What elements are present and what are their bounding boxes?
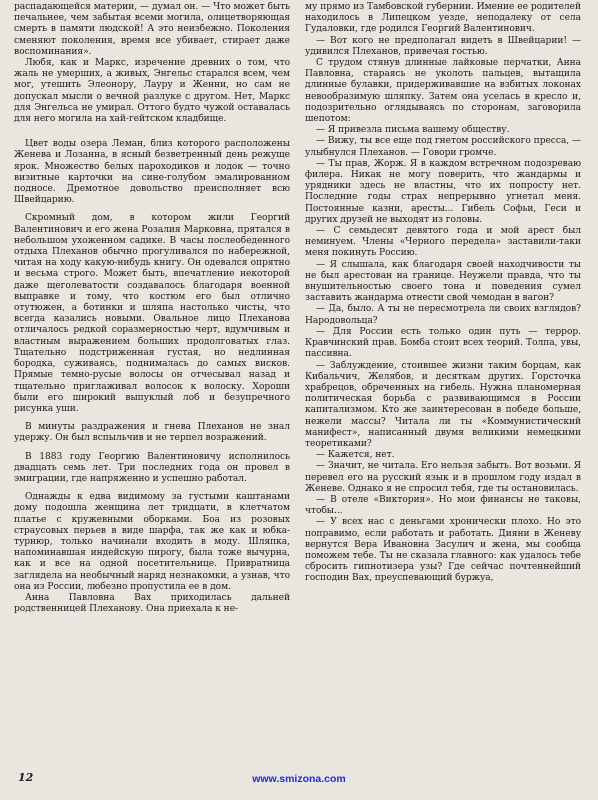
right-text-column	[305, 2, 581, 760]
paragraph: — Для России есть только один путь — террор. Кравчинский прав. Бомба стоит всех теорий. Толпа, увы, пассивна.	[305, 326, 581, 360]
paragraph: — Я привезла письма вашему обществу.	[316, 125, 510, 136]
paragraph: распадающейся материи, — думал он. — Что может быть печальнее, чем забытая всеми могила, олицетворяющая смерть в памяти людской! А это неизбежно. Поколения сменяют поколения, время все убивает, стирает даже воспоминания».	[14, 2, 290, 57]
paragraph: — Вижу, ты все еще под гнетом российского пресса, — улыбнулся Плеханов. — Говори громче.	[305, 136, 581, 158]
paragraph: — Кажется, нет.	[316, 450, 395, 461]
paragraph: — Вот кого не предполагал видеть в Швейцарии! — удивился Плеханов, привечая гостью.	[305, 35, 581, 57]
paragraph: — Да, было. А ты не пересмотрела ли своих взглядов? Народовольца?	[305, 304, 581, 326]
website-link[interactable]: www.smizona.com	[252, 773, 346, 785]
paragraph: Скромный дом, в котором жили Георгий Валентинович и его жена Розалия Марковна, прятался в небольшом ухоженном садике. В часы послеобеденного отдыха Плеханов обычно прогуливался по набережной, читая на ходу какую-нибудь книгу. Он одевался опрятно и весьма строго. Может быть, впечатление некоторой даже щеголеватости создавалось благодаря военной выправке и тому, что костюм его был отлично отутюжен, а ботинки и шляпа настолько чисты, что всегда казались новыми. Овальное лицо Плеханова отличалось редкой соразмерностью черт, вдумчивым и властным выражением больших продолговатых глаз. Тщательно подстриженная густая, но недлинная бородка, суживаясь, поднималась до самых висков. Прямые темно-русые волосы он отчесывал назад и тщательно приглаживал волосок к волоску. Хороши были его широкий выпуклый лоб и безупречного рисунка уши.	[14, 213, 290, 414]
paragraph: — Заблуждение, стоившее жизни таким борцам, как Кибальчич, Желябов, и десяткам других. Горсточка храбрецов, обреченных на гибель. Нужна планомерная политическая борьба с развивающимся в России капитализмом. Кто же заинтересован в победе больше, нежели массы? Читала ли ты «Коммунистический манифест», написанный двумя великими немецкими теоретиками?	[305, 360, 581, 449]
paragraph: Цвет воды озера Леман, близ которого расположены Женева и Лозанна, в ясный безветренный день режуще ярок. Множество белых пароходиков и лодок — точно визитные карточки на сине-голубом эмалированном подносе. Дремотное довольство преисполняет всю Швейцарию.	[14, 139, 290, 206]
paragraph: В минуты раздражения и гнева Плеханов не знал удержу. Он был вспыльчив и не терпел возражений.	[14, 422, 290, 444]
paragraph: — Ты прав, Жорж. Я в каждом встречном подозреваю филера. Никак не могу поверить, что жандармы и урядники здесь не властны, что их попросту нет. Последние годы страх непрерывно угнетал меня. Постоянные казни, аресты... Гибель Софьи, Геси и других друзей не выходят из головы.	[305, 158, 581, 225]
paragraph: — Значит, не читала. Его нельзя забыть. Вот возьми. Я перевел его на русский язык и в прошлом году издал в Женеве. Однако я не спросил тебя, где ты остановилась.	[305, 461, 581, 494]
paragraph: — У всех нас с деньгами хронически плохо. Но это поправимо, если работать и работать. Дияни в Женеву вернутся Вера Ивановна Засулич и жена, мы сообща поможем тебе. Ты не сказала главного: как удалось тебе сбросить гипнотизера узы? Где сейчас почтеннейший господин Вах, преуспевающий буржуа,	[305, 517, 581, 584]
paragraph: Анна Павловна Вах приходилась дальней родственницей Плеханову. Она приехала к не-	[14, 592, 290, 615]
paragraph: Однажды к едва видимому за густыми каштанами дому подошла женщина лет тридцати, в клетчатом платье с кружевными оборками. Боа из розовых страусовых перьев в виде шарфа, так же как и юбка-турнюр, только начинали входить в моду. Шляпка, напоминавшая индейскую пирогу, была тоже вычурна, как и все на одной посетительнице. Привратница заглядела на необычный наряд незнакомки, а узнав, что она из России, любезно пропустила ее в дом.	[14, 492, 290, 592]
page-number: 12	[18, 771, 34, 784]
paragraph: му прямо из Тамбовской губернии. Имение ее родителей находилось в Липецком уезде, неподалеку от села Гудаловки, где родился Георгий Валентинович.	[305, 2, 581, 35]
paragraph: — Я слышала, как благодаря своей находчивости ты не был арестован на границе. Неужели правда, что ты внушительностью своего тона и поведения сумел заставить жандарма отнести свой чемодан в вагон?	[305, 259, 581, 304]
left-text-column	[14, 2, 290, 760]
paragraph: С трудом стянув длинные лайковые перчатки, Анна Павловна, стараясь не уколоть пальцев, вытащила длинные булавки, придерживавшие на взбитых локонах невообразимую шляпку. Затем она уселась в кресло и, подозрительно оглядываясь по сторонам, заговорила шепотом:	[305, 58, 581, 125]
paragraph: В 1883 году Георгию Валентиновичу исполнилось двадцать семь лет. Три последних года он провел в эмиграции, где напряженно и успешно работал.	[14, 451, 290, 484]
paragraph: Любя, как и Маркс, изречение древних о том, что жаль не умерших, а живых, Энгельс старался всем, чем мог, утешить Элеонору, Лауру и Женни, но сам не допускал мысли о вечной разлуке с другом. Нет, Маркс для Энгельса не умирал. Оттого будто чужой оставалась для него могила на хай-гейтском кладбище.	[14, 58, 290, 125]
paragraph: — С семьдесят девятого года и мой арест был неминуем. Члены «Черного передела» заставили-таки меня покинуть Россию.	[305, 226, 581, 259]
paragraph: — В отеле «Виктория». Но мои финансы не таковы, чтобы...	[305, 494, 581, 517]
